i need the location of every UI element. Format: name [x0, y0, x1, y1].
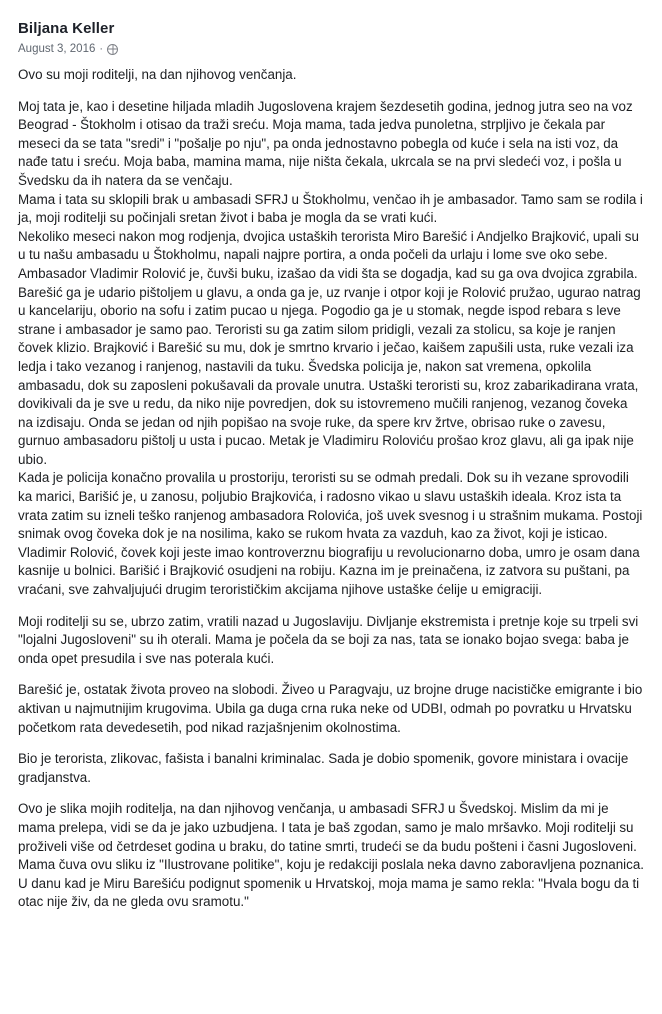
- post-paragraph: Barešić je, ostatak života proveo na slobodi. Živeo u Paragvaju, uz brojne druge nacističke emigrante i bio aktivan u najmutnijim krugovima. Ubila ga duga crna ruka neke od UDBI, odmah po povratku u Hrvatsku početkom rata devedesetih, pod nikad razjašnjenim okolnostima.: [18, 682, 643, 735]
- meta-separator: ·: [99, 43, 104, 55]
- post-meta: [18, 42, 644, 56]
- post-paragraph: Nekoliko meseci nakon mog rodjenja, dvojica ustaških terorista Miro Barešić i Andjelko Brajković, upali su u tu našu ambasadu u Štokholmu, napali najpre portira, a onda počeli da urlaju i lome sve oko sebe. Ambasador Vladimir Rolović je, čuvši buku, izašao da vidi šta se dogadja, kad su ga ova dvojica zgrabila. Barešić ga je udario pištoljem u glavu, a onda ga je, uz rvanje i otpor koji je Rolović pružao, ugurao natrag u kancelariju, oborio na sofu i zatim pucao u njega. Pogodio ga je u stomak, negde ispod rebara s leve strane i ambasador je samo pao. Teroristi su ga zatim silom pridigli, vezali za stolicu, sa koje je ranjen čovek klizio. Brajković i Barešić su mu, dok je smrtno krvario i ječao, kaišem zapušili usta, ruke vezali iza ledja i tako vezanog i ranjenog, nastavili da tuku. Švedska policija je, nakon sat vremena, opkolila ambasadu, dok su zaposleni pokušavali da provale unutra. Ustaški teroristi su, kroz zabarikadirana vrata, dovikivali da je sve u redu, da niko nije povredjen, dok su istovremeno mučili ranjenog, vezanog čoveka na izdisaju. Onda se jedan od njih popišao na svoje ruke, da spere krv žrtve, obrisao ruke o zavesu, gurnuo ambasadoru pištolj u usta i pucao. Metak je Vladimiru Roloviću prošao kroz glavu, ali ga ipak nije ubio.: [18, 228, 641, 467]
- post-paragraph: Moji roditelji su se, ubrzo zatim, vratili nazad u Jugoslaviju. Divljanje ekstremista i pretnje koje su trpeli svi "lojalni Jugosloveni" su ih oterali. Mama je počela da se boji za nas, tata se ionako bojao svega: baba je onda opet presudila i sve nas poterala kući.: [18, 613, 639, 666]
- post-paragraph: Moj tata je, kao i desetine hiljada mladih Jugoslovena krajem šezdesetih godina, jednog jutra seo na voz Beograd - Štokholm i otisao da traži sreću. Moja mama, tada jedva punoletna, strpljivo je čekala par meseci da se tata "sredi" i "pošalje po nju", pa onda jednostavno pobegla od kuće i sela na isti voz, da nađe tatu i sreću. Moja baba, mamina mama, nije ništa čekala, ukrcala se na prvi sledeći voz, i pošla u Švedsku da ih natera da se venčaju.: [18, 98, 633, 188]
- top-strip: [0, 0, 662, 8]
- post-author-name[interactable]: Biljana Keller: [18, 20, 115, 37]
- globe-icon[interactable]: [107, 44, 118, 55]
- facebook-post: [0, 8, 662, 922]
- post-date[interactable]: August 3, 2016: [18, 43, 96, 55]
- post-paragraph: Ovo su moji roditelji, na dan njihovog venčanja.: [18, 67, 297, 82]
- post-paragraph: Mama i tata su sklopili brak u ambasadi SFRJ u Štokholmu, venčao ih je ambasador. Tamo sam se rodila i ja, moji roditelji su počinjali sretan život i baba je mogla da se vrati kući.: [18, 191, 643, 226]
- post-paragraph-block: [18, 98, 644, 600]
- post-paragraph: Ovo je slika mojih roditelja, na dan njihovog venčanja, u ambasadi SFRJ u Švedskoj. Mislim da mi je mama prelepa, vidi se da je jako uzbudjena. I tata je baš zgodan, samo je malo mršavko. Moji roditelji su proživeli više od četrdeset godina u braku, do tatine smrti, trudeći se da budu pošteni i časni Jugosloveni. Mama čuva ovu sliku iz "Ilustrovane politike", koju je redakciji poslala neka davno zaboravljena poznanica. U danu kad je Miru Barešiću podignut spomenik u Hrvatskoj, moja mama je samo rekla: "Hvala bogu da ti otac nije živ, da ne gleda ovu sramotu.": [18, 801, 644, 910]
- post-body: [18, 66, 644, 912]
- post-paragraph: Bio je terorista, zlikovac, fašista i banalni kriminalac. Sada je dobio spomenik, govore ministara i ovacije gradjanstva.: [18, 751, 629, 785]
- post-paragraph: Kada je policija konačno provalila u prostoriju, teroristi su se odmah predali. Dok su ih vezane sprovodili ka marici, Barišić je, u zanosu, poljubio Brajkovića, i radosno vikao u slavu ustaških ideala. Kroz ista ta vrata zatim su izneli teško ranjenog ambasadora Rolovića, još uvek svesnog i u strašnim mukama. Postoji snimak ovog čoveka dok je na nosilima, kako se rukom hvata za vazduh, kao za život, koji je isticao. Vladimir Rolović, čovek koji jeste imao kontroverznu biografiju u revolucionarno doba, umro je osam dana kasnije u bolnici. Barišić i Brajković osudjeni na robiju. Kazna im je preinačena, iz zatvora su puštani, pa vraćani, sve zahvaljujući drugim terorističkim akcijama njihove ustaške ćelije u emigraciji.: [18, 470, 643, 598]
